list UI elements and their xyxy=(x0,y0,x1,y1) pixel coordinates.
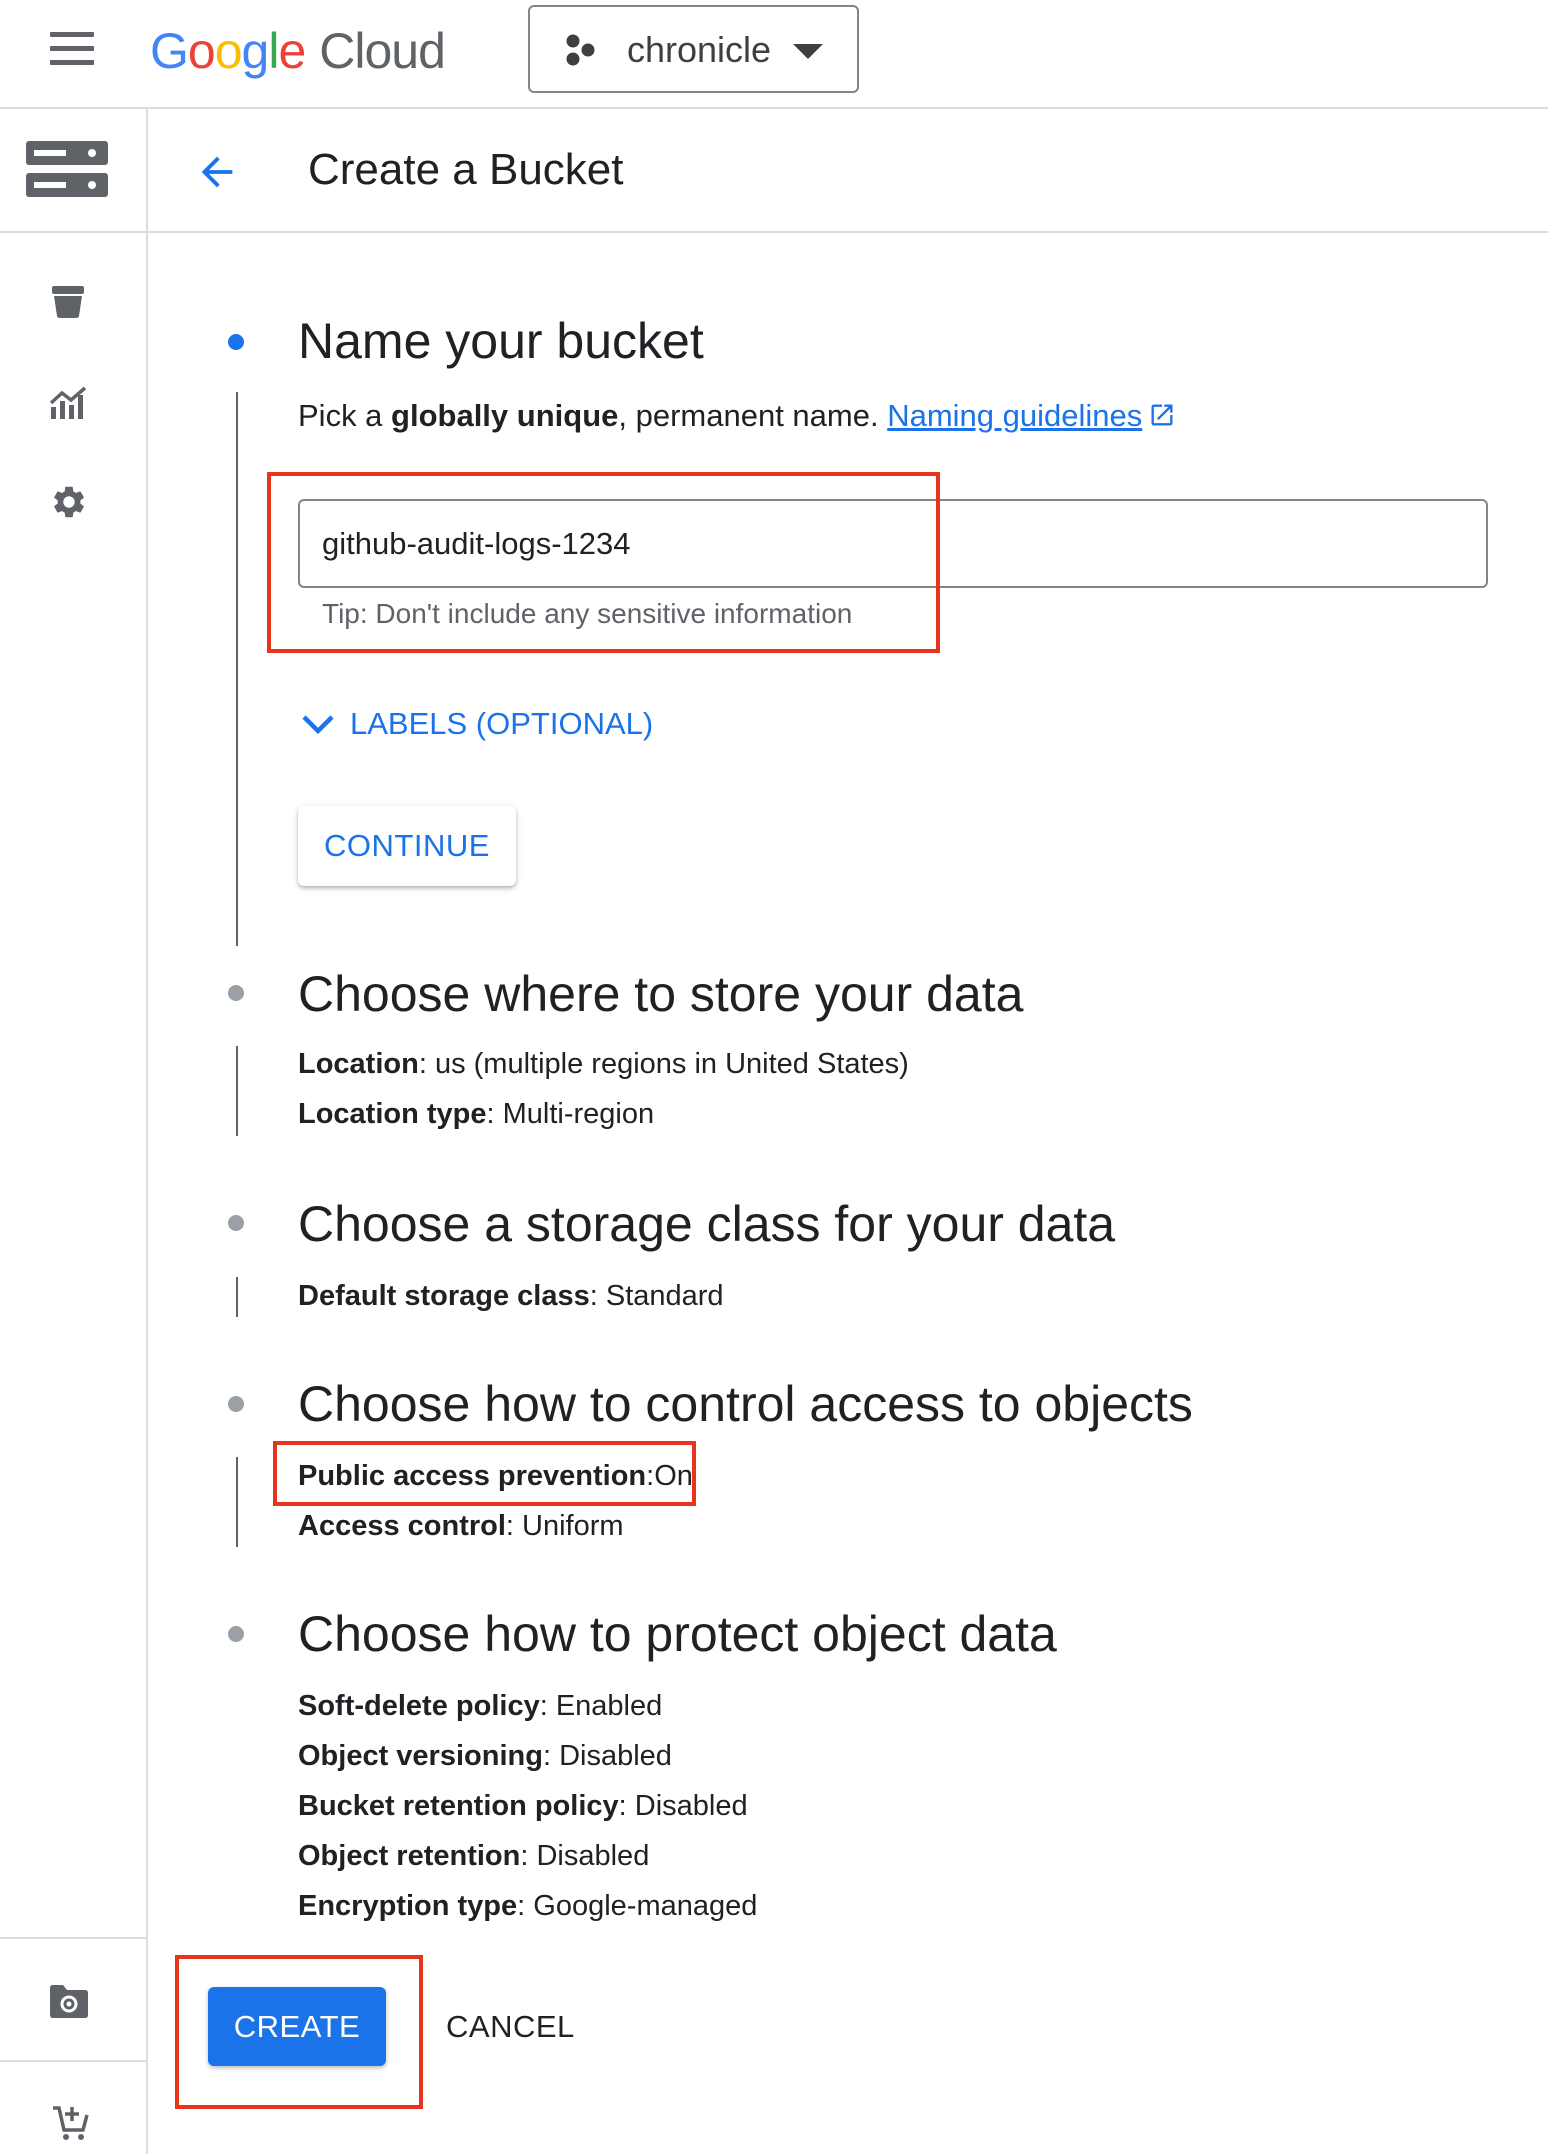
object-retention-summary: Object retention: Disabled xyxy=(298,1840,650,1872)
nav-divider xyxy=(0,1937,146,1939)
highlight-box-name-input xyxy=(267,472,940,653)
cancel-button[interactable]: CANCEL xyxy=(430,1987,580,2066)
step-indicator xyxy=(228,985,244,1001)
nav-divider xyxy=(0,2060,146,2062)
page-title: Create a Bucket xyxy=(308,145,624,194)
page-header xyxy=(148,109,1548,233)
public-access-prevention-summary: Public access prevention:On xyxy=(298,1460,693,1492)
storage-server-icon[interactable] xyxy=(24,139,110,199)
step-indicator xyxy=(228,1396,244,1412)
project-picker[interactable] xyxy=(528,5,859,93)
create-button[interactable]: CREATE xyxy=(208,1987,386,2066)
step-indicator xyxy=(228,1626,244,1642)
step-title-storage-class: Choose a storage class for your data xyxy=(298,1196,1116,1252)
open-in-new-icon[interactable] xyxy=(1148,401,1176,429)
storage-class-summary: Default storage class: Standard xyxy=(298,1280,724,1312)
hamburger-menu-icon[interactable] xyxy=(46,30,98,70)
chevron-down-icon xyxy=(300,712,336,736)
cart-add-icon[interactable] xyxy=(50,2103,90,2143)
location-type-summary: Location type: Multi-region xyxy=(298,1098,655,1130)
step-indicator xyxy=(228,1215,244,1231)
name-description: Pick a globally unique, permanent name. Naming guidelines xyxy=(298,398,1176,434)
naming-guidelines-link[interactable]: Naming guidelines xyxy=(887,398,1143,433)
left-nav-rail xyxy=(0,109,148,2154)
gear-icon[interactable] xyxy=(50,483,88,521)
continue-button[interactable]: CONTINUE xyxy=(298,806,516,886)
dropdown-caret-icon xyxy=(793,44,823,59)
step-title-data-protection: Choose how to protect object data xyxy=(298,1606,1057,1662)
bucket-retention-summary: Bucket retention policy: Disabled xyxy=(298,1790,748,1822)
object-versioning-summary: Object versioning: Disabled xyxy=(298,1740,672,1772)
nav-product-header xyxy=(0,109,146,233)
step-connector-line xyxy=(236,1046,238,1136)
highlight-box-public-access xyxy=(273,1441,696,1506)
arrow-back-icon[interactable] xyxy=(194,149,240,195)
logo-cloud-text: Cloud xyxy=(319,23,445,79)
folder-settings-icon[interactable] xyxy=(48,1982,90,2020)
bucket-icon[interactable] xyxy=(50,283,86,319)
step-title-access-control: Choose how to control access to objects xyxy=(298,1376,1193,1432)
access-control-summary: Access control: Uniform xyxy=(298,1510,624,1542)
step-indicator-active xyxy=(228,334,244,350)
top-app-bar xyxy=(0,0,1548,109)
step-connector-line xyxy=(236,1457,238,1547)
step-connector-line xyxy=(236,392,238,946)
google-cloud-logo[interactable]: G o o g l e Cloud xyxy=(150,23,445,79)
step-title-name-bucket: Name your bucket xyxy=(298,313,704,369)
encryption-type-summary: Encryption type: Google-managed xyxy=(298,1890,758,1922)
labels-optional-toggle[interactable]: LABELS (OPTIONAL) xyxy=(300,706,653,742)
bucket-name-hint: Tip: Don't include any sensitive information xyxy=(322,598,853,629)
soft-delete-summary: Soft-delete policy: Enabled xyxy=(298,1690,663,1722)
monitoring-chart-icon[interactable] xyxy=(48,385,88,421)
highlight-box-create xyxy=(175,1955,423,2109)
location-summary: Location: us (multiple regions in United States) xyxy=(298,1048,909,1080)
step-title-location: Choose where to store your data xyxy=(298,966,1024,1022)
project-name: chronicle xyxy=(627,29,772,70)
project-hexagons-icon xyxy=(564,33,598,67)
step-connector-line xyxy=(236,1277,238,1317)
